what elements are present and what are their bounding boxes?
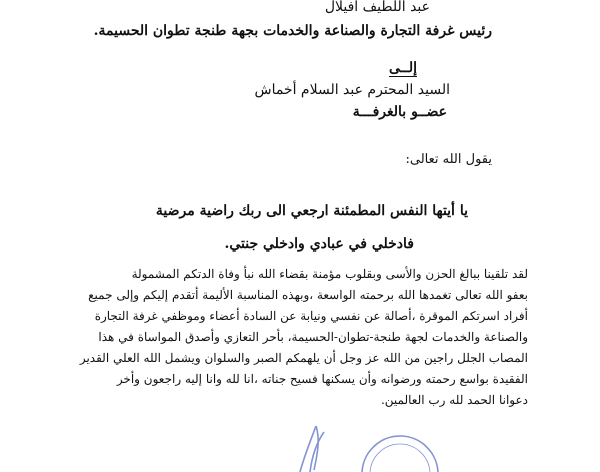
stamp-circle (362, 436, 438, 472)
sender-name: عبد اللطيف افيلال (324, 0, 430, 15)
to-label-text: إلــى (388, 60, 417, 76)
letter-body (8, 264, 528, 411)
verse-line-1: يا أيتها النفس المطمئنة ارجعي الى ربك راضية مرضية (155, 203, 468, 219)
body-line: أفراد اسرتكم الموقرة ،أصالة عن نفسي ونيابة عن السادة أعضاء وموظفي غرفة التجارة (94, 309, 528, 323)
official-stamp-icon (290, 412, 440, 472)
signature-stroke (300, 426, 316, 472)
stamp-inner-circle (370, 444, 430, 472)
recipient-name: السيد المحترم عبد السلام أخماش (254, 82, 450, 98)
sender-title: رئيس غرفة التجارة والصناعة والخدمات بجهة طنجة تطوان الحسيمة. (93, 23, 492, 39)
body-line: الفقيدة بواسع رحمته ورضوانه وأن يسكنها فسيح جناته ،انا لله وانا إليه راجعون وأخر (116, 372, 528, 386)
quote-intro: يقول الله تعالى: (405, 152, 492, 167)
body-line: بعفو الله تعالى تغمدها الله برحمته الواسعة ،وبهذه المناسبة الأليمة أتقدم إليكم وإلى جميع (88, 288, 528, 302)
to-label (0, 61, 417, 76)
body-line: المصاب الجلل راجين من الله عز وجل أن يلهمكم الصبر والسلوان ويشمل الله العلي القدير (79, 351, 528, 365)
body-line: دعوانا الحمد لله رب العالمين. (380, 393, 528, 407)
verse-line-2: فادخلي في عبادي وادخلي جنتي. (224, 236, 414, 252)
recipient-role: عضــو بالغرفـــة (352, 104, 447, 120)
body-line: لقد تلقينا ببالغ الحزن والأسى وبقلوب مؤمنة بقضاء الله نبأ وفاة الدتكم المشمولة (131, 267, 528, 281)
body-line: والصناعة والخدمات لجهة طنجة-تطوان-الحسيمة، بأحر التعازي وأصدق المواساة في هذا (98, 330, 528, 344)
